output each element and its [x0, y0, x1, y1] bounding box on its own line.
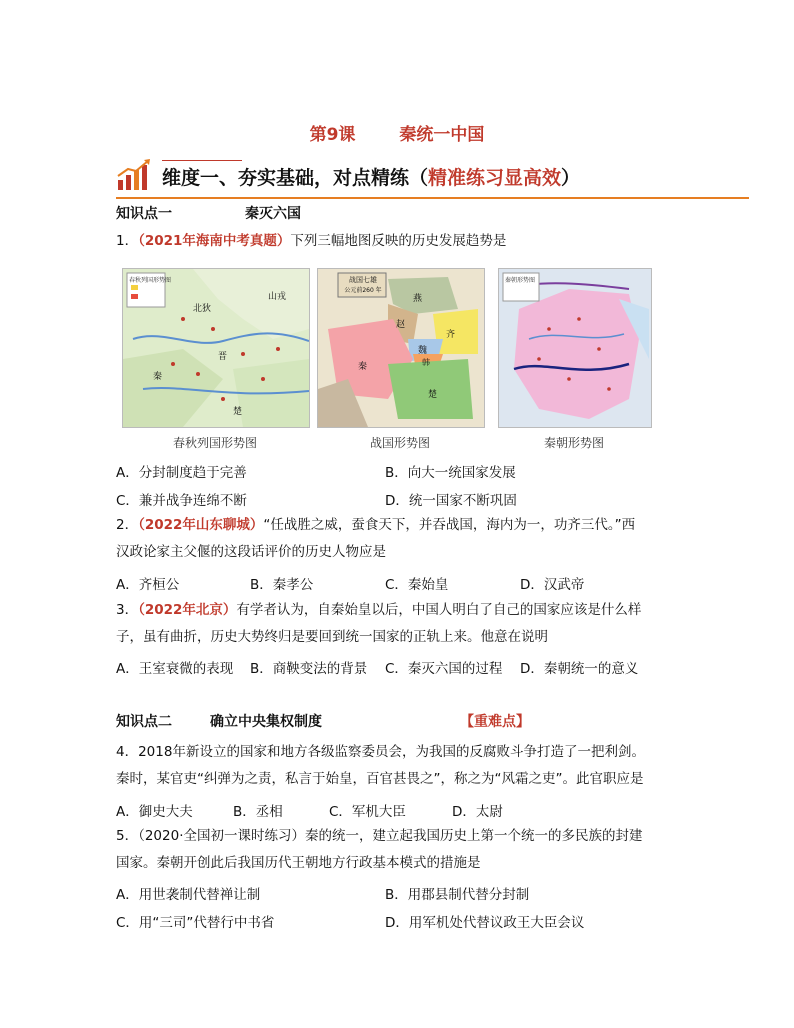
- map-spring-autumn: [122, 268, 310, 428]
- kp1-label: 知识点一: [116, 206, 172, 222]
- map2-label: 赵: [396, 320, 406, 330]
- q1-option-c[interactable]: C．兼并战争连绵不断: [116, 493, 247, 509]
- q2-option-b[interactable]: B．秦孝公: [250, 577, 314, 593]
- q5-option-a[interactable]: A．用世袭制代替禅让制: [116, 887, 261, 903]
- map2-caption: 战国形势图: [369, 436, 430, 450]
- q5-stem-line2: 国家。秦朝开创此后我国历代王朝地方行政基本模式的措施是: [116, 855, 481, 871]
- map2-label: 秦: [358, 362, 368, 372]
- map3-caption: 秦朝形势图: [543, 436, 604, 450]
- lesson-number: 第9课: [309, 125, 356, 145]
- heading-accent-line: [162, 160, 242, 161]
- dimension-close: ）: [561, 167, 581, 189]
- q2-stem-line1: [116, 512, 635, 538]
- q2-source: （2022年山东聊城）: [138, 517, 264, 533]
- map-qin-dynasty-drawing: [499, 269, 651, 427]
- q5-stem-line1: 5．（2020·全国初一课时练习）秦的统一，建立起我国历史上第一个统一的多民族的封建: [116, 828, 643, 844]
- q2-stem-line2: 汉政论家主父偃的这段话评价的历史人物应是: [116, 544, 386, 560]
- q2-option-c[interactable]: C．秦始皇: [385, 577, 449, 593]
- heading-rule: [116, 197, 749, 199]
- map1-caption: 春秋列国形势图: [172, 436, 257, 450]
- q2-text: “任战胜之威，蚕食天下，并吞战国，海内为一，功齐三代。”西: [263, 517, 636, 533]
- q3-num: 3．: [116, 602, 139, 618]
- map1-label: 晋: [218, 352, 228, 362]
- map2-label: 燕: [413, 294, 423, 304]
- q3-option-b[interactable]: B．商鞅变法的背景: [250, 661, 368, 677]
- q4-stem-line2: 秦时，某官吏“纠弹为之责，私言于始皇，百官甚畏之”，称之为“风霜之吏”。此官职应是: [116, 771, 644, 787]
- q3-option-c[interactable]: C．秦灭六国的过程: [385, 661, 503, 677]
- q3-option-a[interactable]: A．王室衰微的表现: [116, 661, 234, 677]
- dimension-text: 维度一、夯实基础，对点精练（: [162, 167, 429, 189]
- q1-num: 1．: [116, 233, 139, 249]
- q3-text: 有学者认为，自秦始皇以后，中国人明白了自己的国家应该是什么样: [236, 602, 642, 618]
- q1-source: （2021年海南中考真题）: [138, 233, 291, 249]
- kp2-tag: 【重难点】: [460, 714, 530, 730]
- q5-option-d[interactable]: D．用军机处代替议政王大臣会议: [385, 915, 585, 931]
- q1-stem: [116, 228, 506, 254]
- q4-option-b[interactable]: B．丞相: [233, 804, 283, 820]
- kp2-label: 知识点二: [116, 714, 172, 730]
- q4-option-a[interactable]: A．御史大夫: [116, 804, 193, 820]
- q1-option-a[interactable]: A．分封制度趋于完善: [116, 465, 247, 481]
- q5-option-b[interactable]: B．用郡县制代替分封制: [385, 887, 530, 903]
- kp1-name: 秦灭六国: [245, 206, 301, 222]
- map2-inset-line: 战国七雄: [349, 276, 377, 284]
- lesson-title: [0, 120, 794, 145]
- map-warring-states: [317, 268, 485, 428]
- map1-label: 楚: [233, 407, 243, 417]
- map2-label: 齐: [446, 330, 456, 340]
- map1-inset-title: 春秋列国形势图: [129, 277, 172, 284]
- dimension-highlight: 精准练习显高效: [428, 167, 562, 189]
- q2-option-a[interactable]: A．齐桓公: [116, 577, 180, 593]
- q3-stem-line1: [116, 597, 641, 623]
- q3-source: （2022年北京）: [138, 602, 237, 618]
- q2-num: 2．: [116, 517, 139, 533]
- q5-option-c[interactable]: C．用“三司”代替行中书省: [116, 915, 275, 931]
- map2-inset-line: 公元前260 年: [344, 287, 382, 294]
- q1-option-d[interactable]: D．统一国家不断巩固: [385, 493, 517, 509]
- map2-label: 韩: [422, 358, 430, 367]
- map1-label: 北狄: [193, 304, 212, 314]
- map-qin-dynasty: [498, 268, 652, 428]
- map1-label: 山戎: [268, 292, 287, 302]
- q2-option-d[interactable]: D．汉武帝: [520, 577, 585, 593]
- map1-label: 秦: [153, 372, 163, 382]
- lesson-name: 秦统一中国: [399, 125, 485, 145]
- dimension-heading: [162, 163, 580, 190]
- q4-option-c[interactable]: C．军机大臣: [329, 804, 406, 820]
- q4-option-d[interactable]: D．太尉: [452, 804, 503, 820]
- q3-stem-line2: 子，虽有曲折，历史大势终归是要回到统一国家的正轨上来。他意在说明: [116, 629, 548, 645]
- kp2-name: 确立中央集权制度: [210, 714, 322, 730]
- map2-label: 楚: [428, 390, 438, 400]
- bar-chart-icon: [116, 158, 152, 192]
- q1-text: 下列三幅地图反映的历史发展趋势是: [290, 233, 507, 249]
- map3-inset-title: 秦朝形势图: [505, 277, 536, 284]
- q3-option-d[interactable]: D．秦朝统一的意义: [520, 661, 639, 677]
- q1-option-b[interactable]: B．向大一统国家发展: [385, 465, 516, 481]
- q4-stem-line1: 4．2018年新设立的国家和地方各级监察委员会，为我国的反腐败斗争打造了一把利剑。: [116, 744, 645, 760]
- map2-label: 魏: [418, 346, 428, 356]
